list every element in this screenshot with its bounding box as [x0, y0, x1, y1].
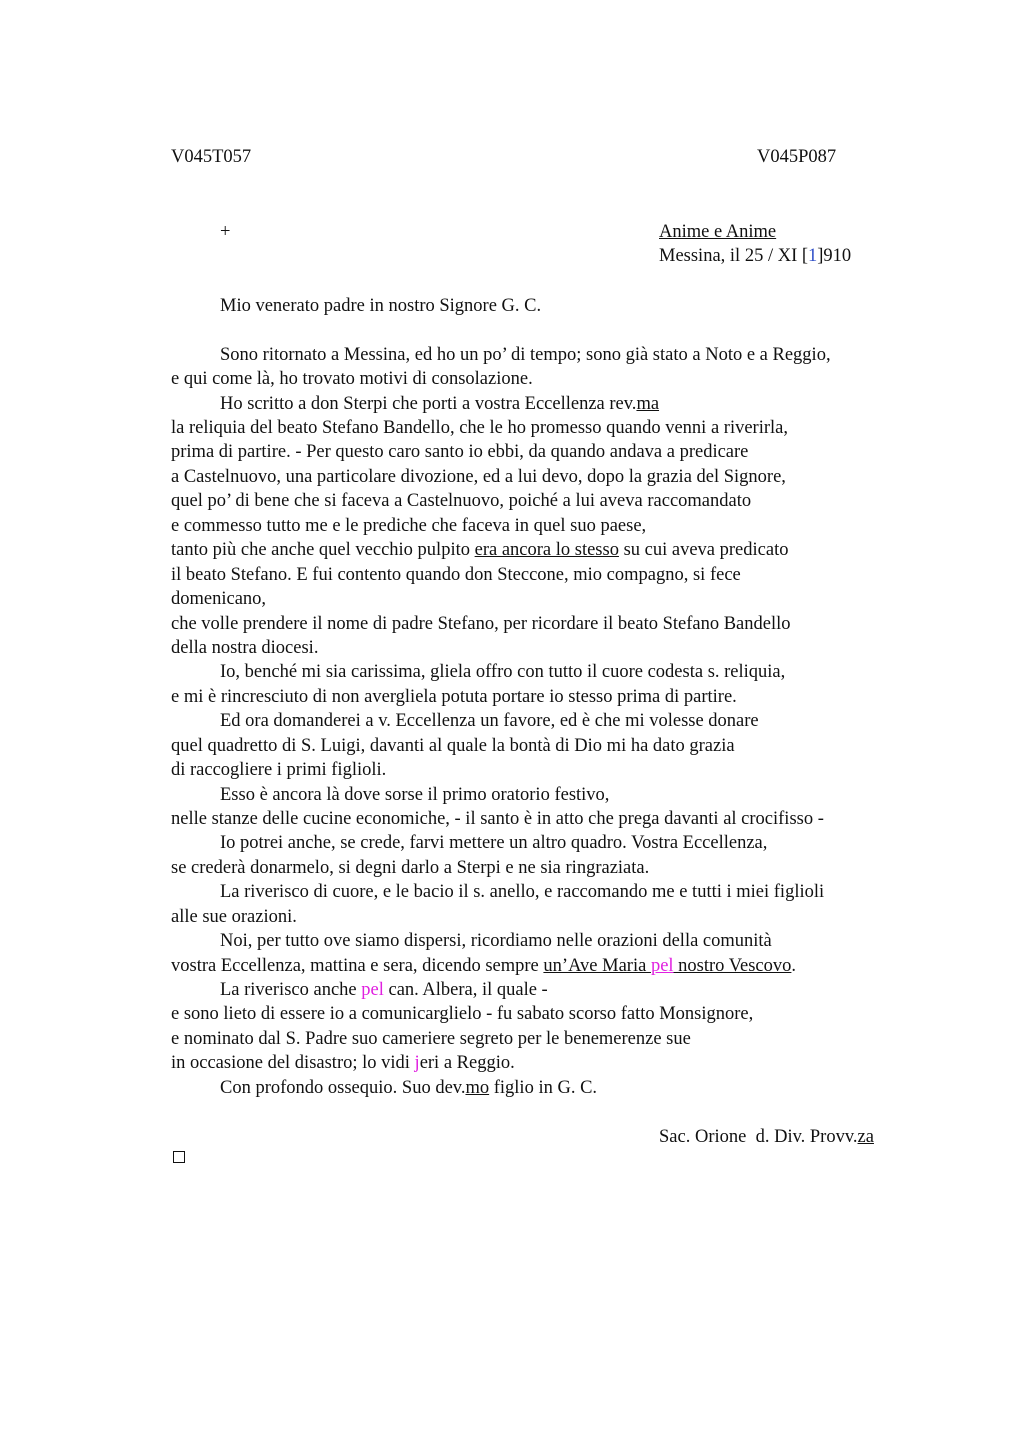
body-line: che volle prendere il nome di padre Stefano, per ricordare il beato Stefano Bandello: [171, 614, 791, 634]
body-line: vostra Eccellenza, mattina e sera, dicendo sempre un’Ave Maria pel nostro Vescovo.: [171, 956, 797, 976]
body-line: alle sue orazioni.: [171, 907, 297, 927]
salutation: Mio venerato padre in nostro Signore G. C.: [220, 296, 542, 316]
body-line: se crederà donarmelo, si degni darlo a Sterpi e ne sia ringraziata.: [171, 858, 650, 878]
right-code: V045P087: [757, 147, 837, 167]
body-line: domenicano,: [171, 589, 267, 609]
body-line: Ho scritto a don Sterpi che porti a vostra Eccellenza rev.ma: [220, 394, 660, 414]
body-line: nelle stanze delle cucine economiche, - il santo è in atto che prega davanti al crocifisso -: [171, 809, 824, 829]
body-line: Io, benché mi sia carissima, gliela offro con tutto il cuore codesta s. reliquia,: [220, 662, 786, 682]
end-square-icon: [173, 1151, 185, 1163]
body-line: di raccogliere i primi figlioli.: [171, 760, 387, 780]
body-line: Noi, per tutto ove siamo dispersi, ricordiamo nelle orazioni della comunità: [220, 931, 772, 951]
body-line: e sono lieto di essere io a comunicarglielo - fu sabato scorso fatto Monsignore,: [171, 1004, 754, 1024]
signature: Sac. Orione d. Div. Provv.za: [659, 1127, 874, 1147]
place-date: Messina, il 25 / XI [1]910: [659, 246, 852, 266]
body-line: Ed ora domanderei a v. Eccellenza un favore, ed è che mi volesse donare: [220, 711, 759, 731]
body-line: della nostra diocesi.: [171, 638, 319, 658]
body-line: e mi è rincresciuto di non avergliela potuta portare io stesso prima di partire.: [171, 687, 737, 707]
body-line: La riverisco anche pel can. Albera, il quale -: [220, 980, 548, 1000]
body-line: e qui come là, ho trovato motivi di consolazione.: [171, 369, 533, 389]
body-line: prima di partire. - Per questo caro santo io ebbi, da quando andava a predicare: [171, 442, 749, 462]
body-line: il beato Stefano. E fui contento quando don Steccone, mio compagno, si fece: [171, 565, 741, 585]
body-line: Esso è ancora là dove sorse il primo oratorio festivo,: [220, 785, 610, 805]
body-line: Io potrei anche, se crede, farvi mettere un altro quadro. Vostra Eccellenza,: [220, 833, 768, 853]
letter-title: Anime e Anime: [659, 222, 777, 242]
body-line: la reliquia del beato Stefano Bandello, che le ho promesso quando venni a riverirla,: [171, 418, 788, 438]
body-line: quel quadretto di S. Luigi, davanti al quale la bontà di Dio mi ha dato grazia: [171, 736, 735, 756]
left-code: V045T057: [171, 147, 252, 167]
cross-mark: +: [220, 222, 231, 242]
body-line: a Castelnuovo, una particolare divozione, ed a lui devo, dopo la grazia del Signore,: [171, 467, 786, 487]
body-line: Sono ritornato a Messina, ed ho un po’ di tempo; sono già stato a Noto e a Reggio,: [220, 345, 831, 365]
body-line: Con profondo ossequio. Suo dev.mo figlio in G. C.: [220, 1078, 598, 1098]
body-line: quel po’ di bene che si faceva a Castelnuovo, poiché a lui aveva raccomandato: [171, 491, 752, 511]
body-line: tanto più che anche quel vecchio pulpito era ancora lo stesso su cui aveva predicato: [171, 540, 789, 560]
body-line: in occasione del disastro; lo vidi jeri a Reggio.: [171, 1053, 515, 1073]
body-line: e nominato dal S. Padre suo cameriere segreto per le benemerenze sue: [171, 1029, 691, 1049]
body-line: La riverisco di cuore, e le bacio il s. anello, e raccomando me e tutti i miei figlioli: [220, 882, 825, 902]
body-line: e commesso tutto me e le prediche che faceva in quel suo paese,: [171, 516, 647, 536]
